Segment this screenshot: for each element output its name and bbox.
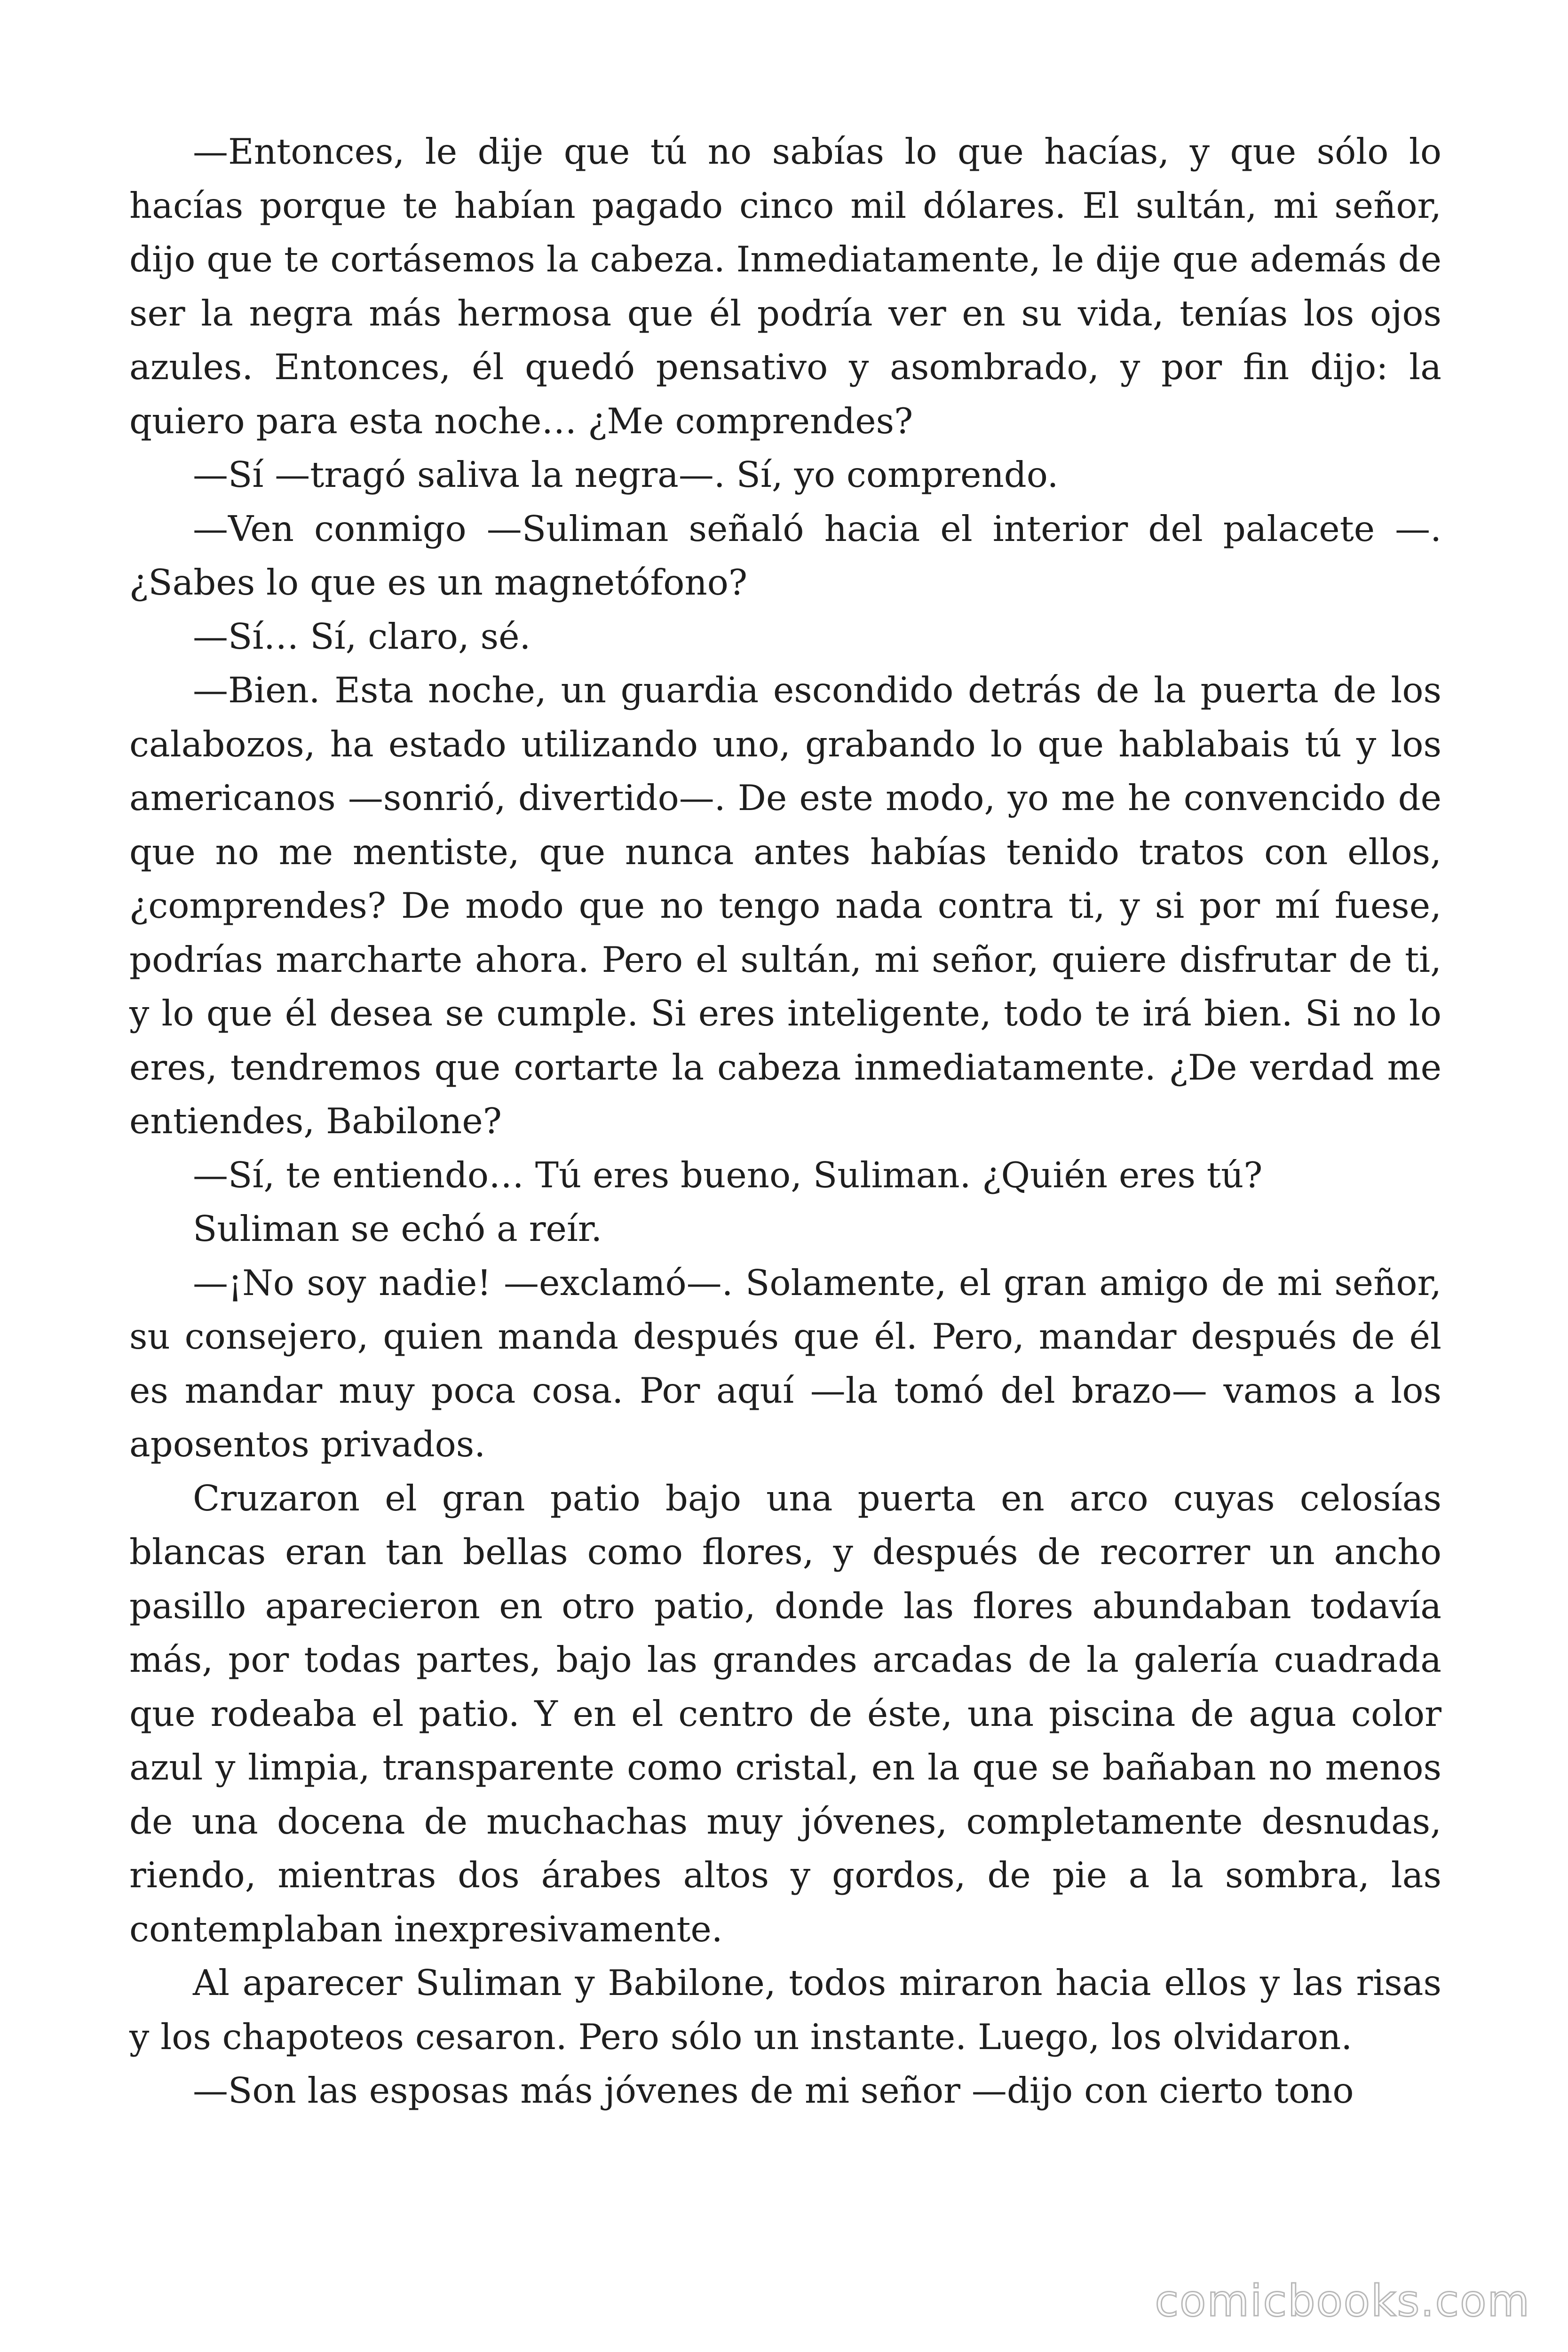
paragraph: —Son las esposas más jóvenes de mi señor —dijo con cierto tono [193,2070,1354,2111]
page-text [129,125,1441,2118]
paragraph: Suliman se echó a reír. [193,1208,602,1249]
paragraph: —Sí… Sí, claro, sé. [193,615,531,657]
paragraph: —¡No soy nadie! —exclamó—. Solamente, el gran amigo de mi señor, su consejero, quien manda después que él. Pero, mandar después de él es mandar muy poca cosa. Por aquí —la tomó del brazo— vamos a los aposentos privados. [129,1262,1441,1465]
paragraph: Cruzaron el gran patio bajo una puerta en arco cuyas celosías blancas eran tan bellas como flores, y después de recorrer un ancho pasillo aparecieron en otro patio, donde las flores abundaban todavía más, por todas partes, bajo las grandes arcadas de la galería cuadrada que rodeaba el patio. Y en el centro de éste, una piscina de agua color azul y limpia, transparente como cristal, en la que se bañaban no menos de una docena de muchachas muy jóvenes, completamente desnudas, riendo, mientras dos árabes altos y gordos, de pie a la sombra, las contemplaban inexpresivamente. [129,1477,1441,1950]
paragraph: —Bien. Esta noche, un guardia escondido detrás de la puerta de los calabozos, ha estado utilizando uno, grabando lo que hablabais tú y los americanos —sonrió, divertido—. De este modo, yo me he convencido de que no me mentiste, que nunca antes habías tenido tratos con ellos, ¿comprendes? De modo que no tengo nada contra ti, y si por mí fuese, podrías marcharte ahora. Pero el sultán, mi señor, quiere disfrutar de ti, y lo que él desea se cumple. Si eres inteligente, todo te irá bien. Si no lo eres, tendremos que cortarte la cabeza inmediatamente. ¿De verdad me entiendes, Babilone? [129,669,1441,1142]
paragraph: —Entonces, le dije que tú no sabías lo que hacías, y que sólo lo hacías porque te habían pagado cinco mil dólares. El sultán, mi señor, dijo que te cortásemos la cabeza. Inmediatamente, le dije que además de ser la negra más hermosa que él podría ver en su vida, tenías los ojos azules. Entonces, él quedó pensativo y asombrado, y por fin dijo: la quiero para esta noche… ¿Me comprendes? [129,131,1441,442]
paragraph: —Ven conmigo —Suliman señaló hacia el interior del palacete —. ¿Sabes lo que es un magnetófono? [129,508,1441,603]
paragraph: Al aparecer Suliman y Babilone, todos miraron hacia ellos y las risas y los chapoteos cesaron. Pero sólo un instante. Luego, los olvidaron. [129,1962,1441,2058]
paragraph: —Sí, te entiendo… Tú eres bueno, Suliman. ¿Quién eres tú? [193,1154,1263,1196]
paragraph: —Sí —tragó saliva la negra—. Sí, yo comprendo. [193,454,1059,495]
watermark: comicbooks.com [1155,2276,1530,2326]
